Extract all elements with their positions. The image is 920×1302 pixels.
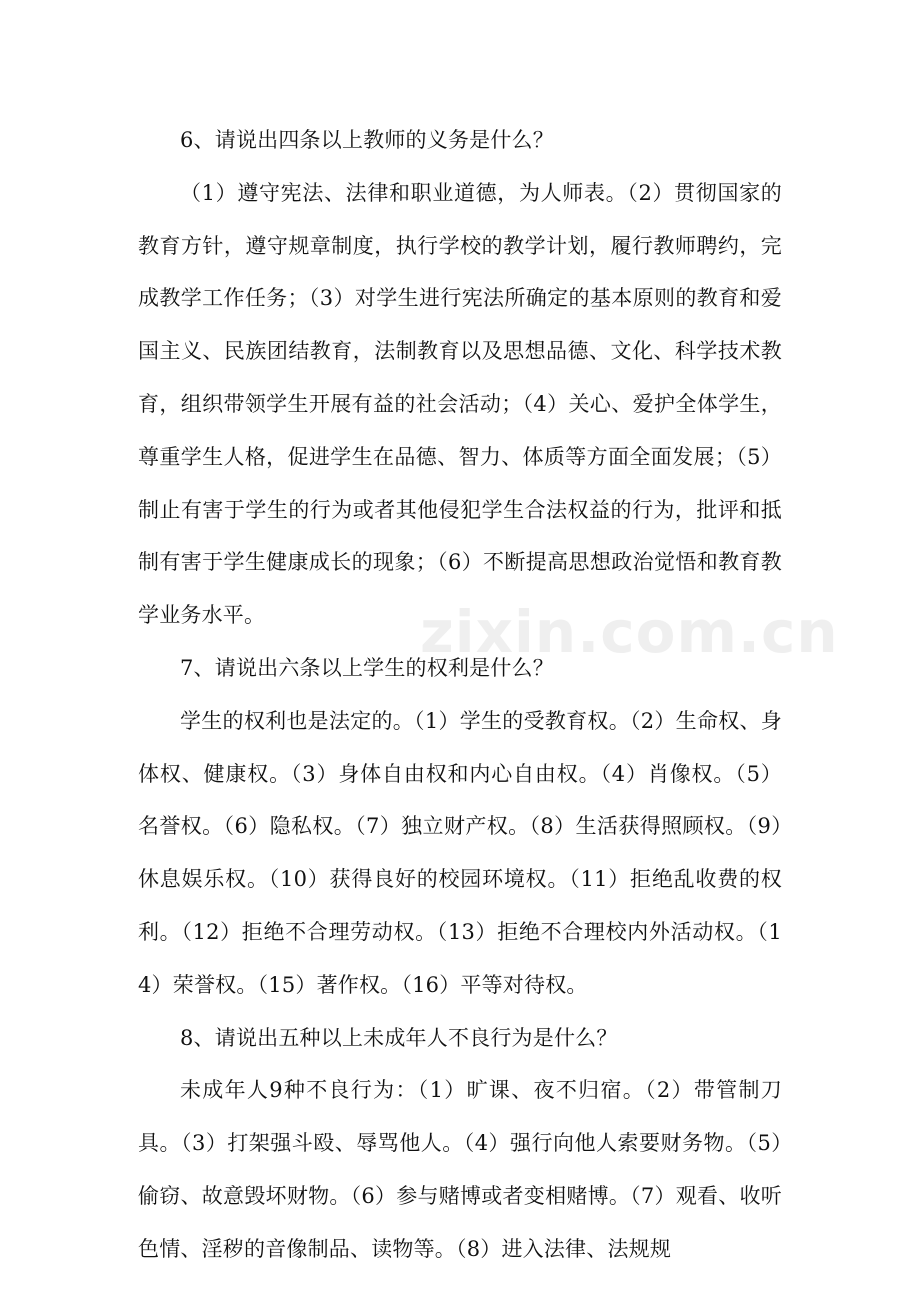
answer-8: 未成年人9种不良行为：（1）旷课、夜不归宿。（2）带管制刀具。（3）打架强斗殴、辱骂他人。（4）强行向他人索要财务物。（5）偷窃、故意毁坏财物。（6）参与赌博或者变相赌博。（7）观看、收听色情、淫秽的音像制品、读物等。（8）进入法律、法规规 — [138, 1078, 782, 1261]
question-7: 7、请说出六条以上学生的权利是什么？ — [180, 655, 554, 680]
document-page — [138, 114, 782, 1276]
question-6: 6、请说出四条以上教师的义务是什么？ — [180, 128, 554, 152]
answer-7: 学生的权利也是法定的。（1）学生的受教育权。（2）生命权、身体权、健康权。（3）身体自由权和内心自由权。（4）肖像权。（5）名誉权。（6）隐私权。（7）独立财产权。（8）生活获得照顾权。（9）休息娱乐权。（10）获得良好的校园环境权。（11）拒绝乱收费的权利。（12）拒绝不合理劳动权。（13）拒绝不合理校内外活动权。（14）荣誉权。（15）著作权。（16）平等对待权。 — [138, 708, 782, 997]
question-8: 8、请说出五种以上未成年人不良行为是什么？ — [180, 1025, 618, 1050]
watermark-text: zixin.com.cn — [420, 598, 839, 666]
answer-6: （1）遵守宪法、法律和职业道德，为人师表。（2）贯彻国家的教育方针，遵守规章制度，执行学校的教学计划，履行教师聘约，完成教学工作任务；（3）对学生进行宪法所确定的基本原则的教育和爱国主义、民族团结教育，法制教育以及思想品德、文化、科学技术教育，组织带领学生开展有益的社会活动；（4）关心、爱护全体学生，尊重学生人格，促进学生在品德、智力、体质等方面全面发展；（5）制止有害于学生的行为或者其他侵犯学生合法权益的行为，批评和抵制有害于学生健康成长的现象；（6）不断提高思想政治觉悟和教育教学业务水平。 — [138, 180, 782, 628]
